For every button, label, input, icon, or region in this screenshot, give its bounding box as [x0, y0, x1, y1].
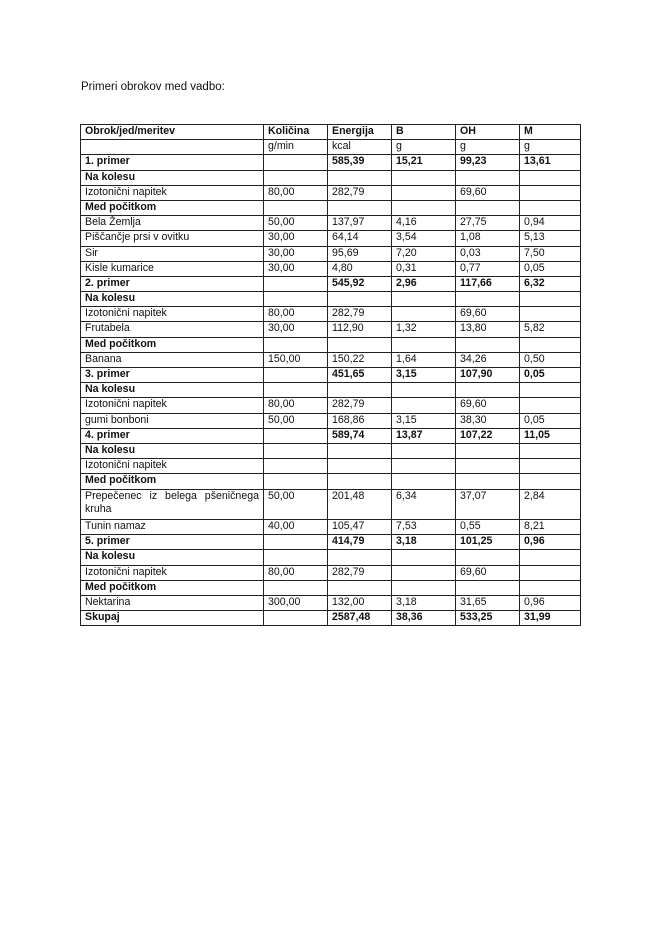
header-row: [81, 125, 581, 140]
value-cell: [264, 535, 328, 550]
value-cell: 30,00: [264, 246, 328, 261]
value-cell: 2,84: [520, 489, 581, 520]
item-name-cell: Tunin namaz: [81, 520, 264, 535]
value-cell: [392, 443, 456, 458]
item-name-cell: Med počitkom: [81, 337, 264, 352]
value-cell: 168,86: [328, 413, 392, 428]
item-name-cell: Frutabela: [81, 322, 264, 337]
value-cell: [264, 276, 328, 291]
table-row: [81, 246, 581, 261]
item-name-cell: Izotonični napitek: [81, 185, 264, 200]
value-cell: 80,00: [264, 565, 328, 580]
value-cell: 13,80: [456, 322, 520, 337]
value-cell: 11,05: [520, 428, 581, 443]
table-row: [81, 292, 581, 307]
value-cell: 0,77: [456, 261, 520, 276]
value-cell: [520, 398, 581, 413]
value-cell: [264, 200, 328, 215]
value-cell: 0,31: [392, 261, 456, 276]
table-row: [81, 489, 581, 520]
value-cell: 13,61: [520, 155, 581, 170]
header-cell: M: [520, 125, 581, 140]
table-row: [81, 337, 581, 352]
item-name-cell: Med počitkom: [81, 474, 264, 489]
value-cell: 137,97: [328, 216, 392, 231]
value-cell: 13,87: [392, 428, 456, 443]
value-cell: 2587,48: [328, 611, 392, 626]
value-cell: 50,00: [264, 489, 328, 520]
value-cell: 150,00: [264, 352, 328, 367]
value-cell: 3,18: [392, 535, 456, 550]
value-cell: 99,23: [456, 155, 520, 170]
table-row: [81, 535, 581, 550]
value-cell: [264, 550, 328, 565]
value-cell: 30,00: [264, 261, 328, 276]
header-cell: Obrok/jed/meritev: [81, 125, 264, 140]
value-cell: 1,64: [392, 352, 456, 367]
value-cell: [328, 337, 392, 352]
value-cell: [264, 155, 328, 170]
header-cell: B: [392, 125, 456, 140]
value-cell: [520, 565, 581, 580]
value-cell: 117,66: [456, 276, 520, 291]
item-name-cell: Med počitkom: [81, 200, 264, 215]
item-name-cell: Izotonični napitek: [81, 565, 264, 580]
value-cell: 50,00: [264, 413, 328, 428]
value-cell: 40,00: [264, 520, 328, 535]
value-cell: 1,32: [392, 322, 456, 337]
value-cell: [328, 200, 392, 215]
item-name-cell: Prepečenec iz belega pšeničnega kruha: [81, 489, 264, 520]
value-cell: 5,13: [520, 231, 581, 246]
table-row: [81, 428, 581, 443]
value-cell: 80,00: [264, 185, 328, 200]
value-cell: 545,92: [328, 276, 392, 291]
value-cell: 6,32: [520, 276, 581, 291]
value-cell: [264, 443, 328, 458]
value-cell: 201,48: [328, 489, 392, 520]
table-row: [81, 200, 581, 215]
item-name-cell: Kisle kumarice: [81, 261, 264, 276]
item-name-cell: Izotonični napitek: [81, 459, 264, 474]
value-cell: [456, 580, 520, 595]
item-name-cell: gumi bonboni: [81, 413, 264, 428]
value-cell: 0,50: [520, 352, 581, 367]
value-cell: [456, 550, 520, 565]
table-row: [81, 261, 581, 276]
value-cell: 0,05: [520, 261, 581, 276]
value-cell: [392, 565, 456, 580]
value-cell: 282,79: [328, 398, 392, 413]
item-name-cell: Na kolesu: [81, 292, 264, 307]
value-cell: [392, 398, 456, 413]
table-row: [81, 231, 581, 246]
item-name-cell: Skupaj: [81, 611, 264, 626]
value-cell: 132,00: [328, 596, 392, 611]
value-cell: 38,30: [456, 413, 520, 428]
value-cell: [392, 383, 456, 398]
value-cell: 3,15: [392, 413, 456, 428]
table-row: [81, 474, 581, 489]
item-name-cell: 5. primer: [81, 535, 264, 550]
value-cell: 4,80: [328, 261, 392, 276]
table-row: [81, 596, 581, 611]
header-cell: OH: [456, 125, 520, 140]
table-row: [81, 368, 581, 383]
value-cell: 27,75: [456, 216, 520, 231]
value-cell: [264, 459, 328, 474]
table-row: [81, 550, 581, 565]
header-cell: Količina: [264, 125, 328, 140]
value-cell: [392, 170, 456, 185]
value-cell: 300,00: [264, 596, 328, 611]
meals-table-body: [81, 125, 581, 626]
table-row: [81, 611, 581, 626]
value-cell: [520, 550, 581, 565]
value-cell: 69,60: [456, 185, 520, 200]
table-row: [81, 413, 581, 428]
value-cell: [328, 474, 392, 489]
value-cell: 282,79: [328, 307, 392, 322]
value-cell: [520, 170, 581, 185]
value-cell: [520, 459, 581, 474]
item-name-cell: 1. primer: [81, 155, 264, 170]
value-cell: [392, 307, 456, 322]
table-row: [81, 307, 581, 322]
value-cell: [520, 185, 581, 200]
table-row: [81, 443, 581, 458]
value-cell: [392, 459, 456, 474]
value-cell: [328, 459, 392, 474]
value-cell: [456, 443, 520, 458]
value-cell: 3,15: [392, 368, 456, 383]
value-cell: 0,55: [456, 520, 520, 535]
value-cell: [520, 337, 581, 352]
table-row: [81, 580, 581, 595]
value-cell: 69,60: [456, 565, 520, 580]
value-cell: [328, 550, 392, 565]
value-cell: 64,14: [328, 231, 392, 246]
item-name-cell: Med počitkom: [81, 580, 264, 595]
value-cell: 3,54: [392, 231, 456, 246]
item-name-cell: Sir: [81, 246, 264, 261]
value-cell: 95,69: [328, 246, 392, 261]
value-cell: [392, 185, 456, 200]
value-cell: [520, 443, 581, 458]
table-row: [81, 216, 581, 231]
item-name-cell: Izotonični napitek: [81, 398, 264, 413]
value-cell: 15,21: [392, 155, 456, 170]
value-cell: 4,16: [392, 216, 456, 231]
value-cell: 0,03: [456, 246, 520, 261]
value-cell: 80,00: [264, 398, 328, 413]
item-name-cell: 4. primer: [81, 428, 264, 443]
value-cell: [264, 580, 328, 595]
table-row: [81, 459, 581, 474]
value-cell: 31,99: [520, 611, 581, 626]
value-cell: [264, 337, 328, 352]
units-row: [81, 140, 581, 155]
value-cell: [392, 200, 456, 215]
value-cell: 38,36: [392, 611, 456, 626]
item-name-cell: 3. primer: [81, 368, 264, 383]
value-cell: [456, 383, 520, 398]
value-cell: 0,96: [520, 596, 581, 611]
unit-cell: g: [520, 140, 581, 155]
value-cell: 80,00: [264, 307, 328, 322]
unit-cell: [81, 140, 264, 155]
meals-table: [80, 124, 581, 626]
value-cell: 30,00: [264, 231, 328, 246]
value-cell: [264, 474, 328, 489]
item-name-cell: Izotonični napitek: [81, 307, 264, 322]
value-cell: [264, 292, 328, 307]
value-cell: [456, 170, 520, 185]
value-cell: [520, 580, 581, 595]
unit-cell: kcal: [328, 140, 392, 155]
value-cell: 30,00: [264, 322, 328, 337]
item-name-cell: Na kolesu: [81, 170, 264, 185]
table-row: [81, 383, 581, 398]
value-cell: 69,60: [456, 398, 520, 413]
value-cell: [520, 307, 581, 322]
value-cell: [328, 580, 392, 595]
value-cell: 112,90: [328, 322, 392, 337]
value-cell: [456, 459, 520, 474]
table-row: [81, 520, 581, 535]
value-cell: [328, 383, 392, 398]
value-cell: [328, 443, 392, 458]
value-cell: [520, 292, 581, 307]
value-cell: [456, 337, 520, 352]
value-cell: [456, 200, 520, 215]
value-cell: 0,05: [520, 413, 581, 428]
item-name-cell: Na kolesu: [81, 383, 264, 398]
item-name-cell: Bela Žemlja: [81, 216, 264, 231]
value-cell: 7,53: [392, 520, 456, 535]
value-cell: [328, 292, 392, 307]
table-row: [81, 565, 581, 580]
value-cell: 37,07: [456, 489, 520, 520]
item-name-cell: Banana: [81, 352, 264, 367]
item-name-cell: Nektarina: [81, 596, 264, 611]
value-cell: 589,74: [328, 428, 392, 443]
value-cell: 414,79: [328, 535, 392, 550]
value-cell: 107,90: [456, 368, 520, 383]
value-cell: [264, 368, 328, 383]
table-row: [81, 352, 581, 367]
value-cell: 533,25: [456, 611, 520, 626]
value-cell: 8,21: [520, 520, 581, 535]
value-cell: 7,20: [392, 246, 456, 261]
value-cell: 7,50: [520, 246, 581, 261]
value-cell: [520, 474, 581, 489]
value-cell: [456, 474, 520, 489]
value-cell: 101,25: [456, 535, 520, 550]
value-cell: [456, 292, 520, 307]
item-name-cell: 2. primer: [81, 276, 264, 291]
value-cell: [392, 580, 456, 595]
table-row: [81, 322, 581, 337]
value-cell: 31,65: [456, 596, 520, 611]
value-cell: [520, 383, 581, 398]
value-cell: 585,39: [328, 155, 392, 170]
value-cell: 2,96: [392, 276, 456, 291]
table-row: [81, 170, 581, 185]
value-cell: 6,34: [392, 489, 456, 520]
value-cell: [392, 550, 456, 565]
value-cell: 0,94: [520, 216, 581, 231]
item-name-cell: Piščančje prsi v ovitku: [81, 231, 264, 246]
item-name-cell: Na kolesu: [81, 550, 264, 565]
value-cell: 69,60: [456, 307, 520, 322]
table-row: [81, 276, 581, 291]
unit-cell: g: [456, 140, 520, 155]
table-row: [81, 155, 581, 170]
value-cell: [264, 170, 328, 185]
value-cell: [264, 428, 328, 443]
value-cell: 107,22: [456, 428, 520, 443]
intro-text: Primeri obrokov med vadbo:: [81, 81, 225, 93]
value-cell: 105,47: [328, 520, 392, 535]
value-cell: 1,08: [456, 231, 520, 246]
value-cell: [392, 474, 456, 489]
table-row: [81, 185, 581, 200]
value-cell: 5,82: [520, 322, 581, 337]
unit-cell: g: [392, 140, 456, 155]
value-cell: 451,65: [328, 368, 392, 383]
value-cell: 34,26: [456, 352, 520, 367]
value-cell: [264, 611, 328, 626]
value-cell: 282,79: [328, 565, 392, 580]
value-cell: 50,00: [264, 216, 328, 231]
value-cell: [520, 200, 581, 215]
item-name-cell: Na kolesu: [81, 443, 264, 458]
value-cell: [328, 170, 392, 185]
value-cell: [264, 383, 328, 398]
value-cell: 0,96: [520, 535, 581, 550]
unit-cell: g/min: [264, 140, 328, 155]
value-cell: [392, 337, 456, 352]
value-cell: 150,22: [328, 352, 392, 367]
value-cell: [392, 292, 456, 307]
table-row: [81, 398, 581, 413]
value-cell: 0,05: [520, 368, 581, 383]
header-cell: Energija: [328, 125, 392, 140]
value-cell: 282,79: [328, 185, 392, 200]
value-cell: 3,18: [392, 596, 456, 611]
